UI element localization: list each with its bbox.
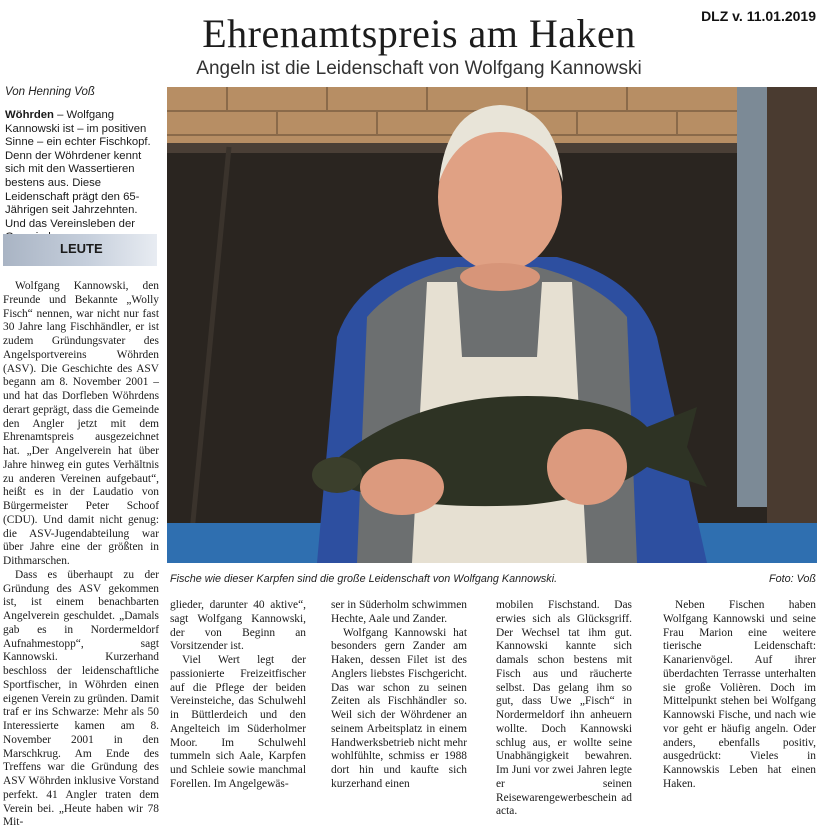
lead-text: – Wolfgang Kannowski ist – im positiven Sinne – ein echter Fischkopf. Denn der Wöhrdener kennt sich mit den Wassertieren bestens aus. Diese Leidenschaft prägt den 65-Jährigen seit Jahrzehnten. Und das Vereinsleben der (5, 109, 151, 230)
photo-caption: Fische wie dieser Karpfen sind die große Leidenschaft von Wolfgang Kannowski. (170, 573, 558, 585)
rubric-label: LEUTE (60, 241, 103, 256)
lead-paragraph (5, 109, 157, 245)
paragraph: Dass es überhaupt zu der Gründung des ASV gekommen ist, ist einem benachbarten Angelverein geschuldet. „Damals gab es in Nordermeldorf Aufnahmestopp“, sagt Kannowski. Kurzerhand beschloss der leidenschaftliche Sportfischer, in Wöhrden einen eigenen Verein zu gründen. Damit traf er ins Schwarze: Mehr als 50 Interessierte kamen am 8. November 2001 in den Marschkrug. Am Ende des Treffens war die Gründung des ASV Wöhrden inklusive Vorstand perfekt. 41 Angler traten dem Verein bei. „Heute haben wir 78 Mit- (3, 568, 159, 829)
article-column-1 (170, 599, 306, 792)
source-label: DLZ v. 11.01.2019 (701, 8, 816, 24)
paragraph: mobilen Fischstand. Das erwies sich als Glücksgriff. Der Wechsel tat ihm gut. Kannowski kannte sich damals schon bestens mit Fisch aus und räucherte selbst. Das gelang ihm so gut, dass Uwe „Fisch“ in Nordermeldorf ihn anheuern wollte. Doch Kannowski schlug aus, er wollte seine Unabhängigkeit bewahren. Im Juni vor zwei Jahren legte er seinen Reisewarengewerbeschein ad acta. (496, 599, 632, 818)
lead-place: Wöhrden (5, 109, 54, 121)
paragraph: Neben Fischen haben Wolfgang Kannowski und seine Frau Marion eine weitere tierische Leidenschaft: Kanarienvögel. Auf ihrer überdachten Terrasse unterhalten sie große Volièren. Doch im Mittelpunkt stehen bei Wolfgang Kannowski Fische, und nach wie vor geht er häufig angeln. Oder anders, ebenfalls positiv, ausgedrückt: Vieles in Kannowskis Leben hat einen Haken. (663, 599, 816, 790)
paragraph: ser in Süderholm schwimmen Hechte, Aale und Zander. (331, 599, 467, 625)
subheadline: Angeln ist die Leidenschaft von Wolfgang Kannowski (196, 58, 642, 79)
paragraph: Wolfgang Kannowski hat besonders gern Zander am Haken, dessen Filet ist des Anglers liebstes Fischgericht. Das war schon zu seinen Zeiten als Fischhändler so. Weil sich der Wöhrdener an seinem Arbeitsplatz in einem Handwerksbetrieb nicht mehr wohlfühlte, schmiss er 1988 dort hin und kaufte sich kurzerhand einen (331, 626, 467, 790)
photo-illustration (167, 87, 817, 563)
paragraph: Viel Wert legt der passionierte Freizeitfischer auf die Pflege der beiden Vereinsteiche, das Schulwehl in Büttlerdeich und den Angelteich im Süderholmer Moor. Im Schulwehl tummeln sich Aale, Karpfen und Schleie sowie manchmal Forellen. Im Angelgewäs- (170, 654, 306, 790)
photo-credit: Foto: Voß (768, 573, 816, 585)
article-column-left (3, 280, 159, 830)
article-column-2 (331, 599, 467, 792)
paragraph: Wolfgang Kannowski, den Freunde und Bekannte „Wolly Fisch“ nennen, war nicht nur fast 30 Jahre lang Fischhändler, er ist zudem Gründungsvater des Angelsportvereins Wöhrden (ASV). Die Geschichte des ASV begann am 8. November 2001 – und hat das Dorfleben Wöhrdens derart geprägt, dass die Gemeinde den Angler jetzt mit dem Ehrenamtspreis ausgezeichnet hat. „Der Angelverein hat über Jahre hinweg ein gutes Verhältnis zu anderen Vereinen aufgebaut“, heißt es in der Laudatio von Bürgermeister Peter Schoof (CDU). Und damit nicht genug: die ASV-Jugendabteilung war über Jahre eine der größten in Dithmarschen. (3, 280, 159, 567)
paragraph: glieder, darunter 40 aktive“, sagt Wolfgang Kannowski, der von Beginn an Vorsitzender ist. (170, 599, 306, 653)
article-photo (167, 87, 817, 563)
rubric-banner (3, 234, 157, 266)
author-byline: Von Henning Voß (5, 86, 95, 98)
article-column-3 (496, 599, 632, 819)
article-column-4 (663, 599, 816, 792)
headline: Ehrenamtspreis am Haken (202, 11, 636, 56)
